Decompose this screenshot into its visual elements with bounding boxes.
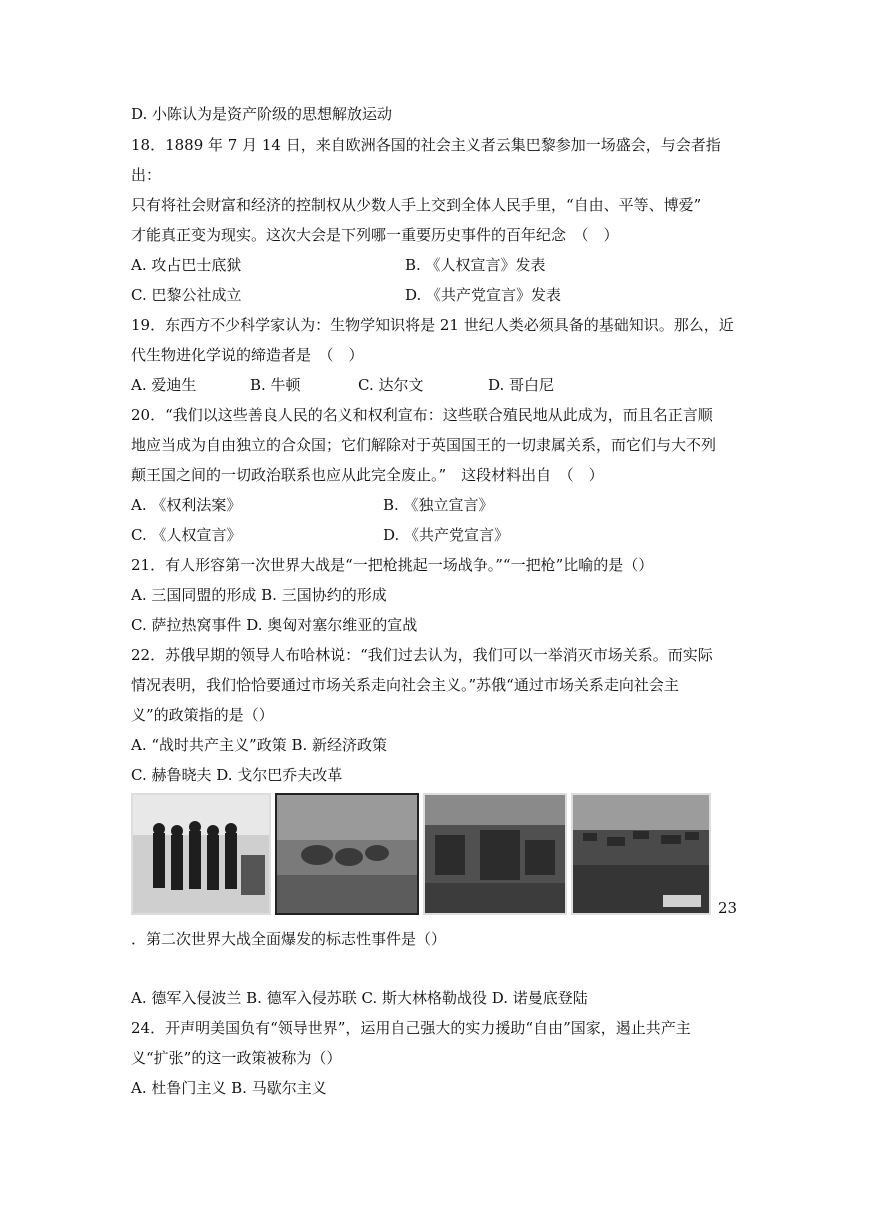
q20-stem-line1: 20．“我们以这些善良人民的名义和权利宣布：这些联合殖民地从此成为，而且名正言顺 [131,406,713,424]
q19-option-a: A. 爱迪生 [131,376,197,394]
q18-stem-line2: 出： [131,166,162,184]
q20-option-a: A. 《权利法案》 [131,496,242,514]
q18-stem-line4: 才能真正变为现实。这次大会是下列哪一重要历史事件的百年纪念 （ ） [131,226,619,244]
q22-options-line1: A. “战时共产主义”政策 B. 新经济政策 [131,736,388,754]
q21-options-line2: C. 萨拉热窝事件 D. 奥匈对塞尔维亚的宣战 [131,616,418,634]
q18-option-c: C. 巴黎公社成立 [131,286,242,304]
q24-options-line1: A. 杜鲁门主义 B. 马歇尔主义 [131,1079,327,1097]
q19-stem-line1: 19．东西方不少科学家认为：生物学知识将是 21 世纪人类必须具备的基础知识。那么，近 [131,316,734,334]
q22-stem-line1: 22．苏俄早期的领导人布哈林说：“我们过去认为，我们可以一举消灭市场关系。而实际 [131,646,713,664]
soldiers-marching-photo [131,793,271,915]
tanks-battle-photo [275,793,419,915]
q19-option-d: D. 哥白尼 [488,376,555,394]
q19-option-c: C. 达尔文 [358,376,424,394]
q22-options-line2: C. 赫鲁晓夫 D. 戈尔巴乔夫改革 [131,766,343,784]
q23-number: 23 [718,899,738,917]
q18-stem-line3: 只有将社会财富和经济的控制权从少数人手上交到全体人民手里，“自由、平等、博爱” [131,196,702,214]
q20-stem-line3: 颠王国之间的一切政治联系也应从此完全废止。” 这段材料出自 （ ） [131,466,604,484]
q20-option-d: D. 《共产党宣言》 [383,526,510,544]
q24-stem-line2: 义“扩张”的这一政策被称为（） [131,1049,342,1067]
q23-stem: ．第二次世界大战全面爆发的标志性事件是（） [131,930,447,948]
q21-options-line1: A. 三国同盟的形成 B. 三国协约的形成 [131,586,387,604]
beach-landing-photo [571,793,711,915]
q21-stem-line1: 21．有人形容第一次世界大战是“一把枪挑起一场战争。”“一把枪”比喻的是（） [131,556,654,574]
q22-stem-line3: 义”的政策指的是（） [131,706,274,724]
q18-option-d: D. 《共产党宣言》发表 [405,286,562,304]
q18-option-b: B. 《人权宣言》发表 [405,256,546,274]
q18-stem-line1: 18．1889 年 7 月 14 日，来自欧洲各国的社会主义者云集巴黎参加一场盛会，与会者指 [131,136,721,154]
ww2-photo-strip [131,793,711,915]
q24-stem-line1: 24．开声明美国负有“领导世界”，运用自己强大的实力援助“自由”国家，遏止共产主 [131,1019,691,1037]
q22-stem-line2: 情况表明，我们恰恰要通过市场关系走向社会主义。”苏俄“通过市场关系走向社会主 [131,676,679,694]
q23-options-line1: A. 德军入侵波兰 B. 德军入侵苏联 C. 斯大林格勒战役 D. 诺曼底登陆 [131,989,588,1007]
q20-option-b: B. 《独立宣言》 [383,496,494,514]
q20-option-c: C. 《人权宣言》 [131,526,242,544]
q19-stem-line2: 代生物进化学说的缔造者是 （ ） [131,346,364,364]
q20-stem-line2: 地应当成为自由独立的合众国；它们解除对于英国国王的一切隶属关系，而它们与大不列 [131,436,717,454]
q17-option-d: D. 小陈认为是资产阶级的思想解放运动 [131,105,393,123]
q19-option-b: B. 牛顿 [250,376,301,394]
ruined-city-photo [423,793,567,915]
q18-option-a: A. 攻占巴士底狱 [131,256,242,274]
